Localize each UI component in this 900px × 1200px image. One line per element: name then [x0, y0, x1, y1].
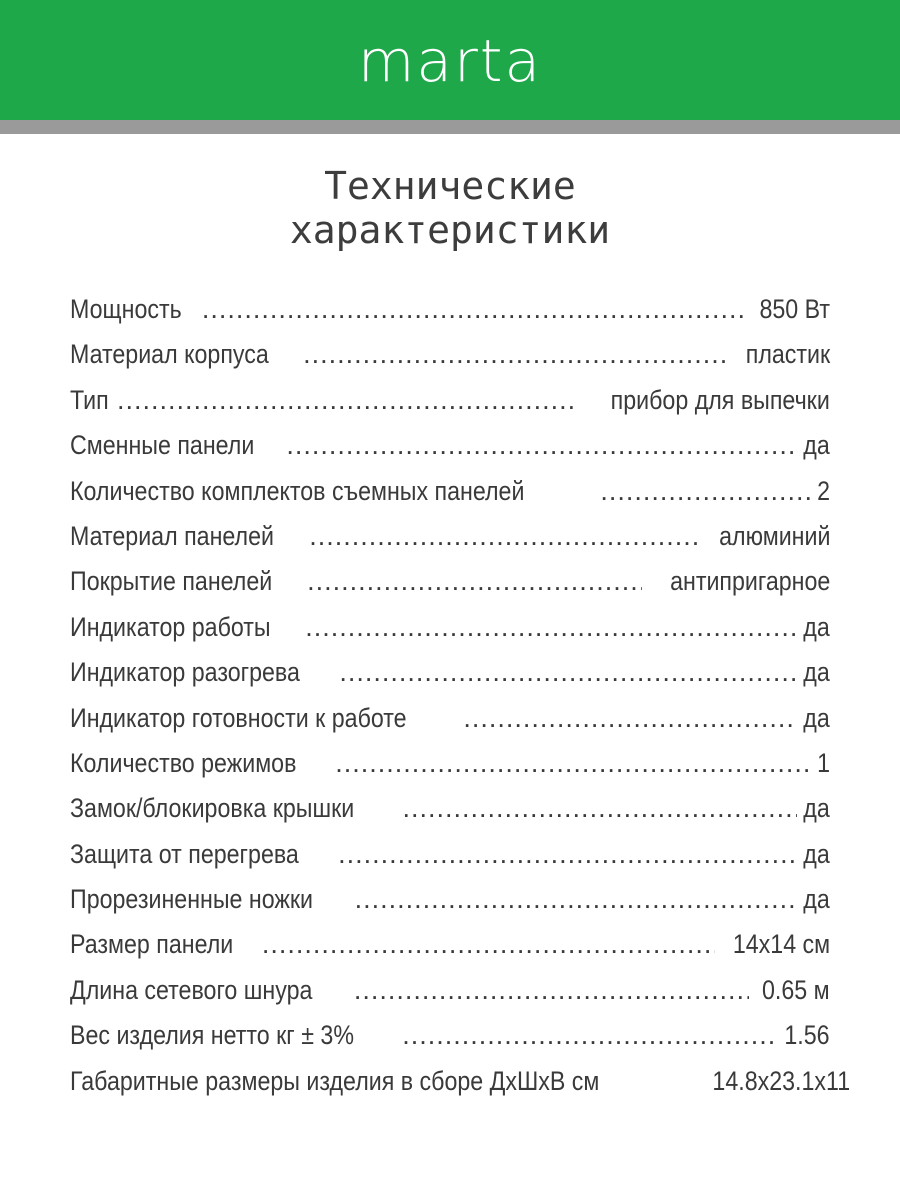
spec-label: Индикатор работы	[70, 611, 271, 642]
leader-dots	[463, 703, 797, 734]
brand-logo: marta	[357, 27, 543, 95]
leader-dots	[262, 929, 715, 960]
spec-row	[70, 612, 830, 657]
page-title-line-1: Технические	[324, 164, 576, 208]
spec-label: Количество режимов	[70, 747, 297, 778]
spec-value: пластик	[745, 339, 830, 370]
spec-row	[70, 929, 830, 974]
page-title	[0, 164, 900, 252]
spec-row	[70, 566, 830, 611]
leader-dots	[354, 975, 749, 1006]
leader-dots	[307, 566, 642, 597]
spec-value: 0.65 м	[762, 974, 830, 1005]
spec-row	[70, 1020, 830, 1065]
spec-row	[70, 476, 830, 521]
spec-row	[70, 884, 830, 929]
spec-value: 850 Вт	[759, 294, 830, 324]
spec-label: Количество комплектов съемных панелей	[70, 475, 525, 506]
spec-label: Длина сетевого шнура	[70, 974, 313, 1005]
page-title-line-2: характеристики	[289, 208, 611, 252]
spec-label: Защита от перегрева	[70, 838, 299, 869]
spec-row	[70, 521, 830, 566]
spec-label: Размер панели	[70, 929, 234, 960]
spec-value: да	[803, 611, 830, 642]
spec-value: 14.8х23.1х11	[711, 1065, 850, 1096]
spec-value: да	[803, 793, 830, 824]
spec-row	[70, 703, 830, 748]
spec-value: 14х14 см	[732, 929, 830, 960]
leader-dots	[402, 1020, 775, 1051]
spec-value: антипригарное	[669, 566, 830, 597]
header-bar	[0, 0, 900, 120]
leader-dots	[286, 430, 797, 461]
spec-label: Сменные панели	[70, 430, 255, 461]
spec-label: Покрытие панелей	[70, 566, 273, 597]
spec-value: да	[803, 702, 830, 733]
spec-row	[70, 1065, 850, 1111]
leader-dots	[305, 612, 797, 643]
spec-label: Мощность	[70, 294, 182, 324]
spec-value: алюминий	[718, 520, 830, 551]
spec-row	[70, 430, 830, 475]
spec-value: 1	[817, 747, 830, 778]
leader-dots	[339, 657, 797, 688]
spec-value: 2	[817, 475, 830, 506]
leader-dots	[117, 385, 573, 416]
spec-label: Материал панелей	[70, 520, 274, 551]
header-divider	[0, 120, 900, 134]
spec-row	[70, 793, 830, 838]
spec-value: 1.56	[784, 1020, 830, 1051]
spec-row	[70, 385, 830, 430]
spec-list	[70, 294, 850, 1111]
spec-label: Замок/блокировка крышки	[70, 793, 355, 824]
spec-label: Прорезиненные ножки	[70, 884, 314, 915]
leader-dots	[303, 339, 730, 370]
spec-row	[70, 975, 830, 1020]
spec-label: Индикатор разогрева	[70, 657, 300, 688]
leader-dots	[335, 748, 813, 779]
spec-value: да	[803, 838, 830, 869]
spec-value: прибор для выпечки	[610, 384, 830, 415]
spec-row	[70, 294, 830, 339]
spec-label: Габаритные размеры изделия в сборе ДхШхВ см	[70, 1065, 600, 1096]
leader-dots	[355, 884, 798, 915]
leader-dots	[309, 521, 698, 552]
spec-label: Вес изделия нетто кг ± 3%	[70, 1020, 354, 1051]
spec-row	[70, 339, 830, 384]
spec-label: Тип	[70, 384, 109, 415]
spec-value: да	[803, 884, 830, 915]
leader-dots	[202, 294, 746, 325]
leader-dots	[338, 839, 797, 870]
spec-value: да	[803, 657, 830, 688]
leader-dots	[403, 793, 798, 824]
spec-value: да	[803, 430, 830, 461]
spec-label: Материал корпуса	[70, 339, 269, 370]
leader-dots	[600, 476, 813, 507]
spec-label: Индикатор готовности к работе	[70, 702, 407, 733]
spec-row	[70, 748, 830, 793]
spec-row	[70, 657, 830, 702]
spec-row	[70, 839, 830, 884]
